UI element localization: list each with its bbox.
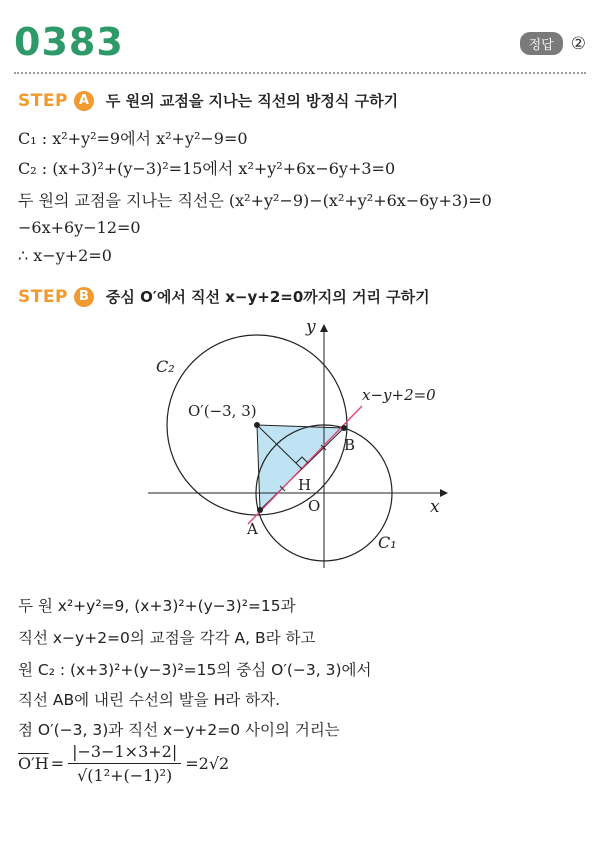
step-b-line-5: 점 O′(−3, 3)과 직선 x−y+2=0 사이의 거리는 [18, 721, 340, 739]
step-b-line-3: 원 C₂ : (x+3)²+(y−3)²=15의 중심 O′(−3, 3)에서 [18, 661, 372, 679]
formula-lhs: O′H [18, 754, 49, 773]
point-o-prime [254, 422, 260, 428]
distance-formula [18, 742, 229, 785]
point-b-dot [341, 425, 347, 431]
point-a-label: A [247, 520, 258, 538]
step-a-heading [18, 90, 398, 111]
step-a-line-2: C₂ : (x+3)²+(y−3)²=15에서 x²+y²+6x−6y+3=0 [18, 159, 396, 178]
formula-fraction [68, 742, 181, 785]
formula-equals: = [50, 754, 65, 773]
step-b-letter: B [74, 287, 94, 307]
answer-area [520, 32, 586, 55]
step-a-label: STEP [18, 90, 68, 111]
circle-diagram [130, 312, 470, 570]
x-axis-arrow [440, 489, 448, 497]
step-a-line-1: C₁ : x²+y²=9에서 x²+y²−9=0 [18, 129, 248, 148]
formula-numerator: |−3−1×3+2| [68, 742, 181, 764]
answer-value: ② [570, 33, 586, 54]
step-b-line-4: 직선 AB에 내린 수선의 발을 H라 하자. [18, 691, 281, 709]
answer-badge: 정답 [520, 32, 563, 55]
line-label: x−y+2=0 [362, 386, 436, 404]
point-a-dot [257, 507, 263, 513]
step-a-line-5: ∴ x−y+2=0 [18, 246, 112, 265]
point-h-label: H [298, 476, 312, 494]
formula-denominator: √(1²+(−1)²) [77, 766, 173, 785]
step-b-line-2: 직선 x−y+2=0의 교점을 각각 A, B라 하고 [18, 629, 316, 647]
step-a-title: 두 원의 교점을 지나는 직선의 방정식 구하기 [105, 92, 399, 110]
c1-label: C₁ [378, 533, 397, 552]
step-b-title: 중심 O′에서 직선 x−y+2=0까지의 거리 구하기 [105, 288, 430, 306]
origin-label: O [308, 497, 321, 515]
problem-number: 0383 [14, 20, 124, 64]
c2-label: C₂ [156, 357, 175, 376]
formula-result: =2√2 [185, 754, 230, 773]
y-axis-label: y [306, 317, 316, 337]
step-a-line-4: −6x+6y−12=0 [18, 218, 141, 237]
step-a-letter: A [74, 91, 94, 111]
x-axis-label: x [430, 497, 440, 517]
step-b-heading [18, 286, 430, 307]
step-a-line-3: 두 원의 교점을 지나는 직선은 (x²+y²−9)−(x²+y²+6x−6y+3)=0 [18, 191, 492, 210]
y-axis-arrow [320, 324, 328, 332]
header-divider [14, 72, 586, 74]
step-b-label: STEP [18, 286, 68, 307]
step-b-line-1: 두 원 x²+y²=9, (x+3)²+(y−3)²=15과 [18, 597, 296, 615]
center-label: O′(−3, 3) [188, 402, 257, 420]
point-b-label: B [344, 436, 356, 454]
